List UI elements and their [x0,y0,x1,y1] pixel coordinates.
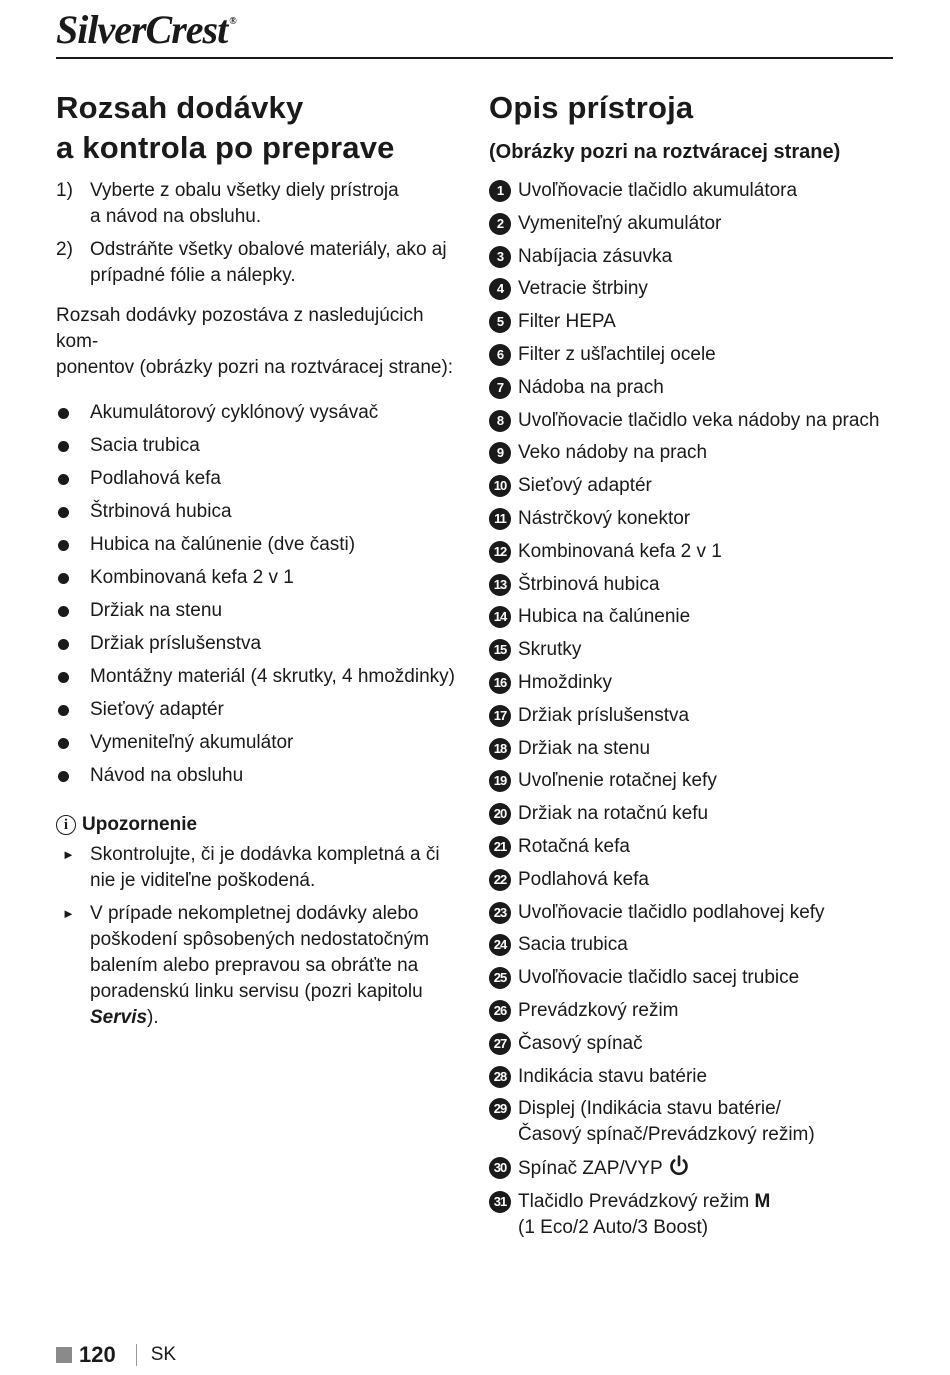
part-item [489,998,909,1024]
part-label [518,309,909,335]
part-label-text: Uvoľňovacie tlačidlo akumulátora [518,180,798,201]
part-label-text: (1 Eco/2 Auto/3 Boost) [518,1216,709,1238]
part-number-badge: 8 [489,410,511,432]
parts-list [489,178,909,1241]
part-item [489,736,909,762]
step-item [56,178,466,230]
delivery-item-label: Držiak na stenu [90,600,223,621]
part-label-text: Hubica na čalúnenie [518,606,691,628]
part-label-text: Filter z ušľachtilej ocele [518,343,716,365]
part-label [518,1215,909,1241]
delivery-item-label: Montážny materiál (4 skrutky, 4 hmoždinky) [90,666,455,687]
delivery-item-label: Vymeniteľný akumulátor [90,732,294,753]
part-label [518,768,909,794]
part-item [489,178,909,204]
part-label-text: Uvoľňovacie tlačidlo sacej trubice [518,967,800,989]
part-number-badge: 10 [489,475,511,497]
part-label [518,539,909,565]
part-number-badge: 1 [489,180,511,202]
part-label-text: Filter HEPA [518,311,616,333]
part-number-badge: 26 [489,1000,511,1022]
part-label-text: Sieťový adaptér [518,475,652,497]
page-footer [56,1342,176,1368]
part-label-text: Držiak na stenu [518,737,651,759]
delivery-item-label: Podlahová kefa [90,468,221,489]
delivery-item [56,499,466,532]
part-label-text: Vymeniteľný akumulátor [518,212,722,234]
step-line: Vyberte z obalu všetky diely prístroja [90,180,399,201]
part-item [489,867,909,893]
part-number-badge: 2 [489,213,511,235]
part-label [518,1064,909,1090]
part-number-badge: 6 [489,344,511,366]
delivery-item [56,664,466,697]
language-code: SK [150,1344,177,1365]
device-description-subtitle: (Obrázky pozri na roztváracej strane) [489,141,841,163]
part-label-text: Podlahová kefa [518,868,649,890]
arrow-right-icon: ► [62,906,75,921]
notice-line: nie je viditeľne poškodená. [90,870,316,891]
part-number-badge: 20 [489,803,511,825]
part-number-badge: 11 [489,508,511,530]
bullet-icon [58,771,69,782]
part-item [489,768,909,794]
delivery-item [56,433,466,466]
part-label-text: Spínač ZAP/VYP [518,1158,663,1180]
notice-item [56,901,466,1031]
step-line: Odstráňte všetky obalové materiály, ako aj [90,239,447,260]
arrow-right-icon: ► [62,847,75,862]
part-number-badge: 24 [489,934,511,956]
footer-square-icon [56,1347,72,1363]
part-label-text: Držiak na rotačnú kefu [518,803,709,825]
part-label-text: Uvoľňovacie tlačidlo veka nádoby na prach [518,409,880,431]
notice-list [56,842,466,1031]
notice-title: Upozornenie [82,814,198,835]
part-number-badge: 29 [489,1098,511,1120]
notice-line: Skontrolujte, či je dodávka kompletná a či [90,844,440,865]
delivery-item [56,631,466,664]
part-label [518,1122,909,1148]
part-number-badge: 16 [489,672,511,694]
part-item [489,1189,909,1241]
part-label-text: Veko nádoby na prach [518,442,708,464]
part-item [489,506,909,532]
part-label [518,1189,909,1215]
intro-line: ponentov (obrázky pozri na roztváracej strane): [56,357,454,378]
step-line: a návod na obsluhu. [90,206,262,227]
mode-m-label: M [754,1190,771,1212]
right-column [489,88,909,1248]
part-number-badge: 30 [489,1157,511,1179]
part-number-badge: 27 [489,1033,511,1055]
part-label [518,670,909,696]
part-item [489,637,909,663]
part-item [489,342,909,368]
title-line: Rozsah dodávky [56,90,304,125]
part-number-badge: 12 [489,541,511,563]
scope-of-delivery-title [56,88,466,168]
part-label-text: Časový spínač/Prevádzkový režim) [518,1124,815,1146]
part-label-text: Držiak príslušenstva [518,704,690,726]
part-item [489,604,909,630]
part-item [489,440,909,466]
part-number-badge: 28 [489,1066,511,1088]
delivery-item [56,400,466,433]
part-number-badge: 18 [489,738,511,760]
step-number: 1) [56,180,73,201]
bullet-icon [58,474,69,485]
delivery-item-label: Kombinovaná kefa 2 v 1 [90,567,294,588]
delivery-item-label: Akumulátorový cyklónový vysávač [90,402,379,423]
part-label [518,276,909,302]
part-label [518,867,909,893]
part-label [518,965,909,991]
part-label [518,1096,909,1122]
part-item [489,900,909,926]
part-label-text: Kombinovaná kefa 2 v 1 [518,540,722,562]
part-label-text: Uvoľnenie rotačnej kefy [518,770,717,792]
part-label [518,375,909,401]
part-label [518,211,909,237]
part-item [489,408,909,434]
part-item [489,375,909,401]
power-icon [669,1155,689,1177]
part-label [518,244,909,270]
delivery-item-label: Štrbinová hubica [90,501,232,522]
part-item [489,309,909,335]
brand-logo [56,6,236,53]
part-label [518,1031,909,1057]
part-item [489,965,909,991]
delivery-item-label: Držiak príslušenstva [90,633,262,654]
part-label [518,900,909,926]
part-label [518,998,909,1024]
part-number-badge: 31 [489,1191,511,1213]
part-item [489,834,909,860]
part-number-badge: 17 [489,705,511,727]
notice-line-last [90,1005,466,1031]
delivery-item-label: Hubica na čalúnenie (dve časti) [90,534,356,555]
notice-line: poradenskú linku servisu (pozri kapitolu [90,981,423,1002]
part-label [518,637,909,663]
part-number-badge: 15 [489,639,511,661]
part-number-badge: 14 [489,606,511,628]
part-label-text: Prevádzkový režim [518,999,679,1021]
brand-registered-mark: ® [229,16,236,27]
part-item [489,801,909,827]
part-label [518,1155,909,1182]
device-description-title: Opis prístroja [489,90,694,125]
part-label-text: Displej (Indikácia stavu batérie/ [518,1098,781,1120]
delivery-item-label: Sacia trubica [90,435,200,456]
part-label-text: Vetracie štrbiny [518,278,648,300]
part-number-badge: 22 [489,869,511,891]
delivery-item-label: Sieťový adaptér [90,699,224,720]
part-item [489,473,909,499]
notice-line: V prípade nekompletnej dodávky alebo [90,903,419,924]
part-label-text: Nádoba na prach [518,376,664,398]
delivery-item [56,697,466,730]
part-item [489,703,909,729]
delivery-item [56,763,466,796]
part-label-text: Sacia trubica [518,934,628,956]
delivery-contents-list [56,400,466,796]
part-item [489,211,909,237]
part-label-text: Hmoždinky [518,671,612,693]
bullet-icon [58,606,69,617]
title-line: a kontrola po preprave [56,130,395,165]
part-label-text: Skrutky [518,639,582,661]
bullet-icon [58,573,69,584]
service-chapter-ref: Servis [90,1007,148,1028]
part-number-badge: 3 [489,246,511,268]
intro-line: Rozsah dodávky pozostáva z nasledujúcich kom- [56,305,424,352]
bullet-icon [58,441,69,452]
part-item [489,276,909,302]
part-number-badge: 7 [489,377,511,399]
delivery-item [56,598,466,631]
part-label [518,506,909,532]
part-label [518,604,909,630]
step-line: prípadné fólie a nálepky. [90,265,296,286]
part-number-badge: 13 [489,574,511,596]
part-label [518,932,909,958]
bullet-icon [58,639,69,650]
part-number-badge: 21 [489,836,511,858]
part-item [489,572,909,598]
notice-line: balením alebo prepravou sa obráťte na [90,955,419,976]
delivery-item [56,730,466,763]
part-label [518,834,909,860]
notice-tail: ). [147,1007,159,1028]
part-item [489,1064,909,1090]
part-label [518,408,909,434]
bullet-icon [58,738,69,749]
part-number-badge: 5 [489,311,511,333]
delivery-item [56,466,466,499]
part-label-text: Časový spínač [518,1032,643,1054]
brand-name: SilverCrest [56,7,228,52]
part-label-text: Rotačná kefa [518,835,630,857]
part-label-text: Indikácia stavu batérie [518,1065,708,1087]
part-label-text: Nabíjacia zásuvka [518,245,673,267]
part-item [489,670,909,696]
part-label [518,440,909,466]
part-label-text: Nástrčkový konektor [518,507,691,529]
page-number: 120 [79,1342,116,1367]
part-label-text: Tlačidlo Prevádzkový režim [518,1190,750,1212]
footer-separator [136,1344,137,1366]
delivery-item [56,532,466,565]
part-number-badge: 19 [489,770,511,792]
part-number-badge: 23 [489,902,511,924]
part-number-badge: 9 [489,442,511,464]
delivery-item [56,565,466,598]
part-label [518,801,909,827]
part-item [489,1031,909,1057]
delivery-intro [56,303,466,381]
part-item [489,1096,909,1148]
part-label [518,572,909,598]
bullet-icon [58,705,69,716]
part-item [489,1155,909,1182]
bullet-icon [58,507,69,518]
part-number-badge: 4 [489,278,511,300]
info-icon: i [56,815,76,835]
part-item [489,244,909,270]
part-label-text: Uvoľňovacie tlačidlo podlahovej kefy [518,901,825,923]
delivery-item-label: Návod na obsluhu [90,765,244,786]
part-label [518,736,909,762]
part-label [518,473,909,499]
part-label-text: Štrbinová hubica [518,573,660,595]
bullet-icon [58,672,69,683]
part-number-badge: 25 [489,967,511,989]
part-label [518,703,909,729]
notice-item [56,842,466,894]
bullet-icon [58,540,69,551]
notice-line: poškodení spôsobených nedostatočným [90,929,430,950]
notice-heading [56,812,466,838]
part-label [518,178,909,204]
part-item [489,932,909,958]
left-column [56,88,466,1038]
unpacking-steps [56,178,466,289]
part-label [518,342,909,368]
part-item [489,539,909,565]
header-divider [56,57,893,59]
step-number: 2) [56,239,73,260]
bullet-icon [58,408,69,419]
step-item [56,237,466,289]
